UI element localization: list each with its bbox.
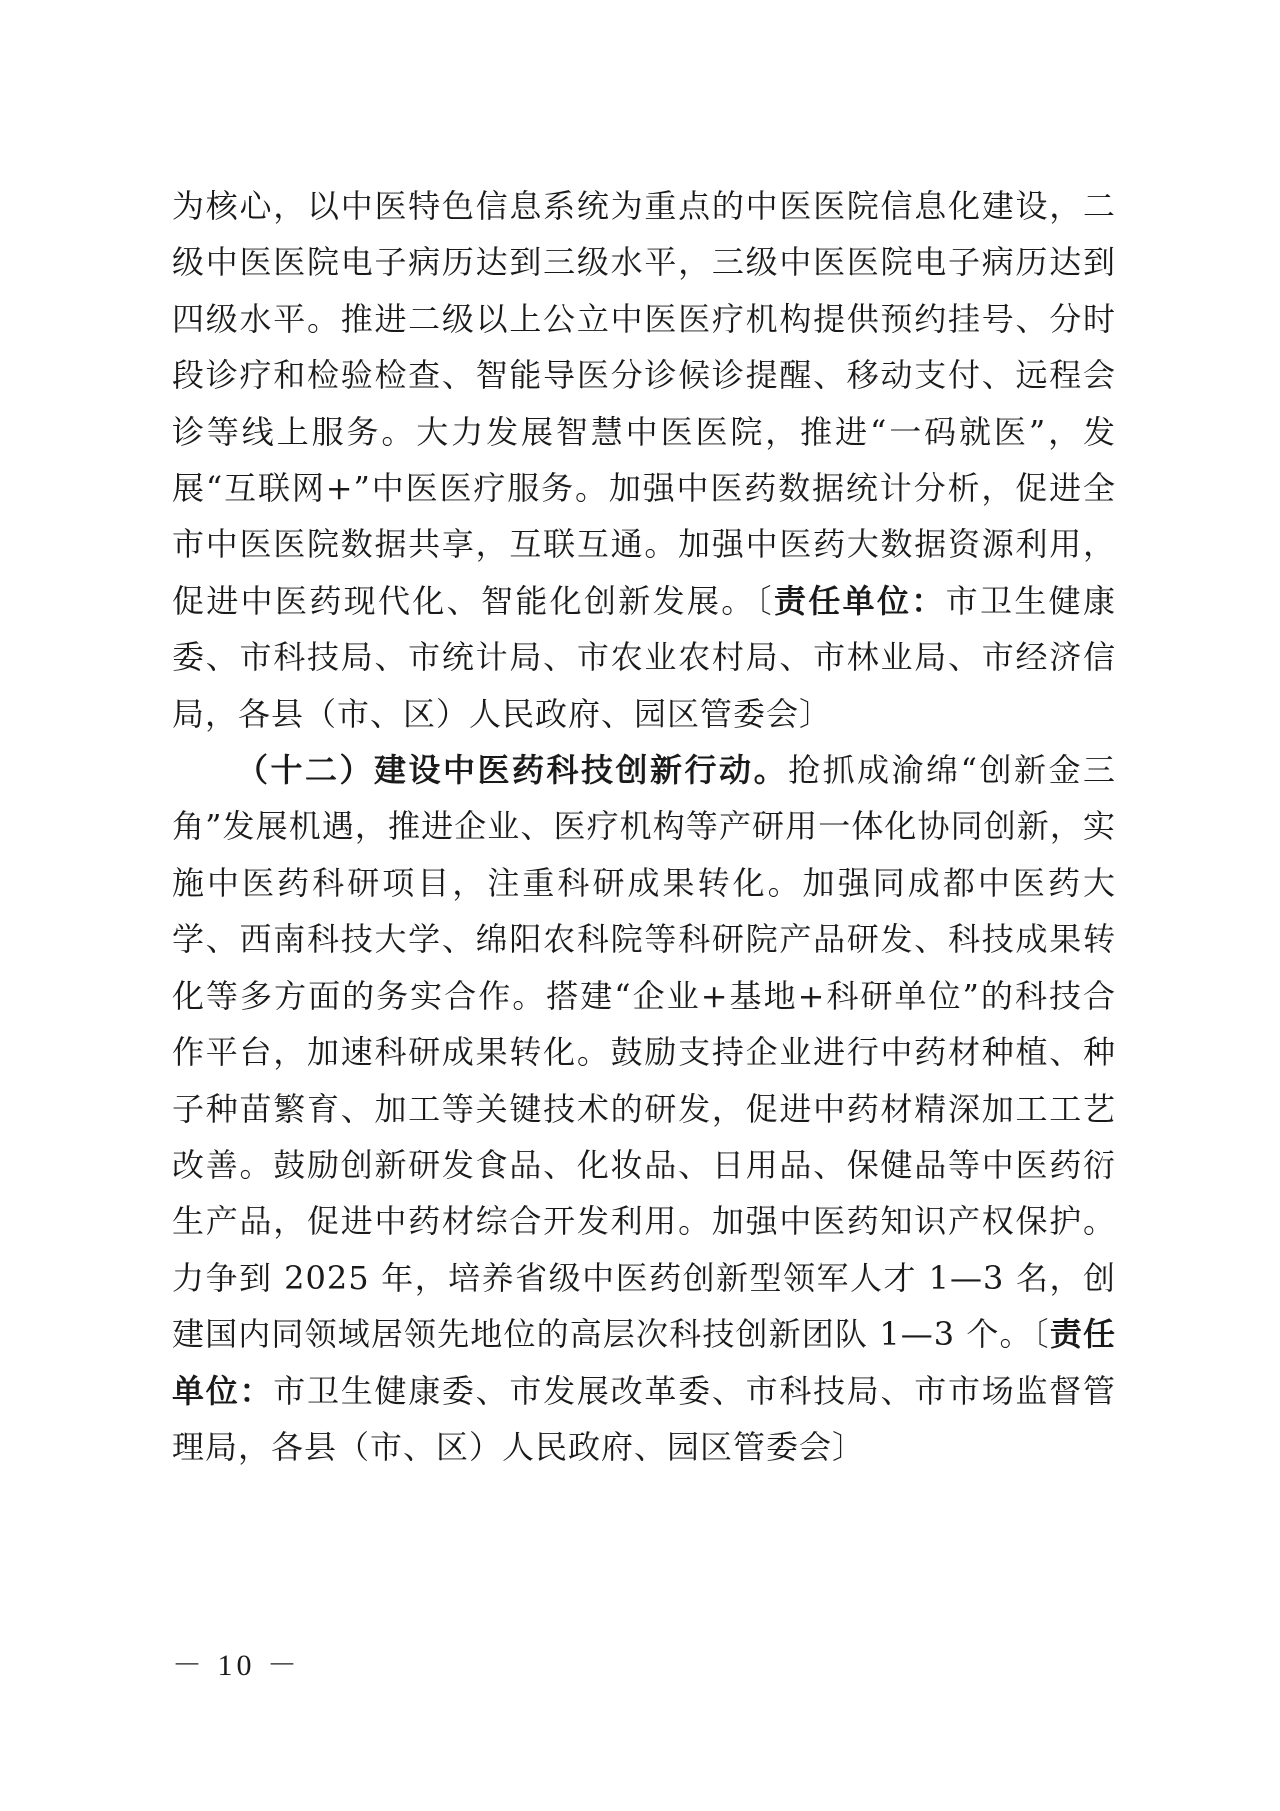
responsibility-units: 市卫生健康委、市科技局、市统计局、市农业农村局、市林业局、市经济信局，各县（市、区）人民政府、园区管委会〕 bbox=[172, 581, 1116, 733]
document-page bbox=[172, 178, 1116, 1475]
responsibility-units: 市卫生健康委、市发展改革委、市科技局、市市场监督管理局，各县（市、区）人民政府、园区管委会〕 bbox=[172, 1371, 1116, 1466]
paragraph-informatization bbox=[172, 178, 1116, 742]
page-number: － 10 － bbox=[172, 1649, 301, 1682]
section-heading: （十二）建设中医药科技创新行动。 bbox=[236, 751, 789, 790]
paragraph-body: 为核心，以中医特色信息系统为重点的中医医院信息化建设，二级中医医院电子病历达到三级水平，三级中医医院电子病历达到四级水平。推进二级以上公立中医医疗机构提供预约挂号、分时段诊疗和检验检查、智能导医分诊候诊提醒、移动支付、远程会诊等线上服务。大力发展智慧中医医院，推进“一码就医”，发展“互联网+”中医医疗服务。加强中医药数据统计分析，促进全市中医医院数据共享，互联互通。加强中医药大数据资源利用，促进中医药现代化、智能化创新发展。〔 bbox=[172, 187, 1116, 620]
responsibility-label: 责任单位： bbox=[773, 581, 946, 620]
paragraph-tech-innovation bbox=[172, 742, 1116, 1475]
responsibility-label: 责任单位： bbox=[172, 1315, 1116, 1410]
paragraph-body: 抢抓成渝绵“创新金三角”发展机遇，推进企业、医疗机构等产研用一体化协同创新，实施中医药科研项目，注重科研成果转化。加强同成都中医药大学、西南科技大学、绵阳农科院等科研院产品研发、科技成果转化等多方面的务实合作。搭建“企业+基地+科研单位”的科技合作平台，加速科研成果转化。鼓励支持企业进行中药材种植、种子种苗繁育、加工等关键技术的研发，促进中药材精深加工工艺改善。鼓励创新研发食品、化妆品、日用品、保健品等中医药衍生产品，促进中药材综合开发利用。加强中医药知识产权保护。力争到 2025 年，培养省级中医药创新型领军人才 1—3 名，创建国内同领域居领先地位的高层次科技创新团队 1—3 个。〔 bbox=[172, 751, 1116, 1354]
